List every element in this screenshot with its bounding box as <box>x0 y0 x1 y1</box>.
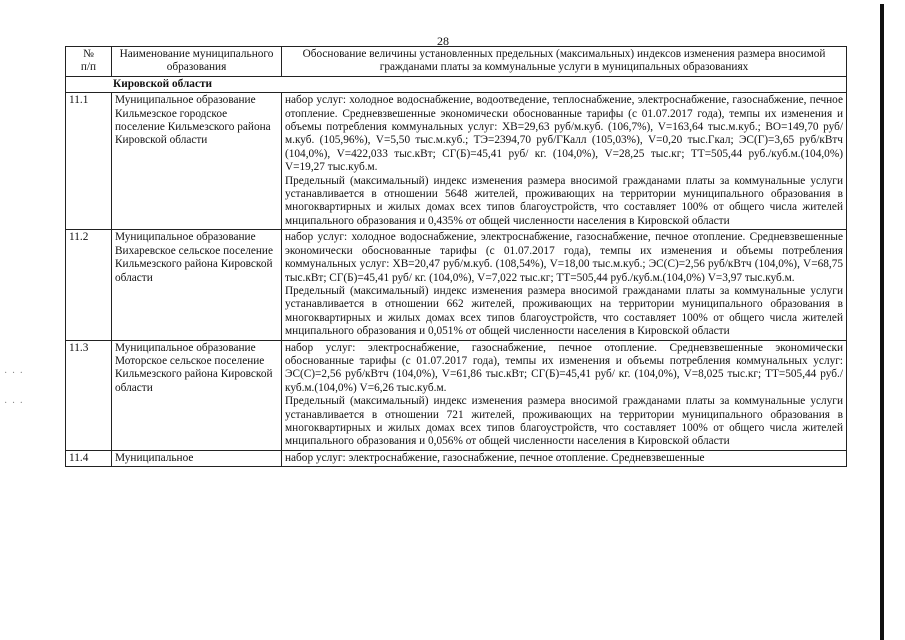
page-number: 28 <box>437 34 449 48</box>
margin-mark: · · · <box>4 368 24 379</box>
municipality-name: Муниципальное образование Моторское сельское поселение Кильмезского района Кировской области <box>112 340 282 450</box>
basis-cell <box>282 450 847 466</box>
row-number: 11.3 <box>66 340 112 450</box>
row-number: 11.1 <box>66 93 112 230</box>
index-text: Предельный (максимальный) индекс изменения размера вносимой гражданами платы за коммунальные услуги устанавливается в отношении 721 жителей, проживающих на территории муниципального образования в многоквартирных и жилых домах всех типов благоустройств, что составляет 100% от общего числа жителей мнципального образования и 0,056% от общей численности населения в Кировской области <box>285 395 843 448</box>
table-row <box>66 93 847 230</box>
table-row <box>66 340 847 450</box>
services-text: набор услуг: холодное водоснабжение, электроснабжение, газоснабжение, печное отопление. Средневзвешенные экономически обоснованные тарифы (с 01.07.2017 года), темпы их изменения и объемы потребления коммунальных услуг: ХВ=20,47 руб/м.куб. (108,54%), V=18,00 тыс.м.куб.; ЭС(С)=2,56 руб/кВтч (104,0%), V=68,75 тыс.кВт; СГ(Б)=45,41 руб/ кг. (104,0%), V=7,022 тыс.кг; ТТ=505,44 руб./куб.м.(104,0%) V=3,97 тыс.куб.м. <box>285 231 843 284</box>
index-text: Предельный (максимальный) индекс изменения размера вносимой гражданами платы за коммунальные услуги устанавливается в отношении 662 жителей, проживающих на территории муниципального образования в многоквартирных и жилых домах всех типов благоустройств, что составляет 100% от общего числа жителей мнципального образования и 0,051% от общей численности населения в Кировской области <box>285 284 843 338</box>
municipality-name: Муниципальное образование Кильмезское городское поселение Кильмезского района Кировской области <box>112 93 282 230</box>
services-text: набор услуг: электроснабжение, газоснабжение, печное отопление. Средневзвешенные экономически обоснованные тарифы (с 01.07.2017 года), темпы их изменения и объемы потребления коммунальных услуг: ЭС(С)=2,56 руб/кВтч (104,0%), V=61,86 тыс.кВт; СГ(Б)=45,41 руб/ кг. (104,0%), V=8,025 тыс.кг; ТТ=505,44 руб./куб.м.(104,0%) V=6,26 тыс.куб.м. <box>285 341 843 394</box>
municipality-name: Муниципальное <box>112 450 282 466</box>
header-num: № п/п <box>66 47 112 77</box>
region-label: Кировской области <box>66 76 847 92</box>
basis-cell <box>282 340 847 450</box>
header-name: Наименование муниципального образования <box>112 47 282 77</box>
basis-cell <box>282 93 847 230</box>
services-text: набор услуг: электроснабжение, газоснабжение, печное отопление. Средневзвешенные <box>285 451 705 464</box>
tariff-table <box>65 46 847 467</box>
margin-mark: · · · <box>4 398 24 409</box>
header-basis: Обоснование величины установленных предельных (максимальных) индексов изменения размера вносимой гражданами платы за коммунальные услуги в муниципальных образованиях <box>282 47 847 77</box>
table-row <box>66 450 847 466</box>
region-row <box>66 76 847 92</box>
scan-edge-bar <box>880 4 884 640</box>
municipality-name: Муниципальное образование Вихаревское сельское поселение Кильмезского района Кировской области <box>112 230 282 340</box>
row-number: 11.4 <box>66 450 112 466</box>
index-text: Предельный (максимальный) индекс изменения размера вносимой гражданами платы за коммунальные услуги устанавливается в отношении 5648 жителей, проживающих на территории муниципального образования в многоквартирных и жилых домах всех типов благоустройств, что составляет 100% от общего числа жителей мнципального образования и 0,435% от общей численности населения в Кировской области <box>285 174 843 227</box>
table-header-row <box>66 47 847 77</box>
table-row <box>66 230 847 340</box>
basis-cell <box>282 230 847 340</box>
row-number: 11.2 <box>66 230 112 340</box>
services-text: набор услуг: холодное водоснабжение, водоотведение, теплоснабжение, электроснабжение, газоснабжение, печное отопление. Средневзвешенные экономически обоснованные тарифы (с 01.07.2017 года), темпы их изменения и объемы потребления коммунальных услуг: ХВ=29,63 руб/м.куб. (106,7%), V=163,64 тыс.м.куб.; ВО=149,70 руб/м.куб. (105,96%), V=5,50 тыс.м.куб.; ТЭ=2394,70 руб/ГКалл (105,03%), V=0,20 тыс.Гкал; ЭС(Г)=3,65 руб/кВтч (104,0%), V=422,033 тыс.кВт; СГ(Б)=45,41 руб/ кг. (104,0%), V=28,25 тыс.кг; ТТ=505,44 руб./куб.м.(104,0%) V=19,27 тыс.куб.м. <box>285 94 843 174</box>
